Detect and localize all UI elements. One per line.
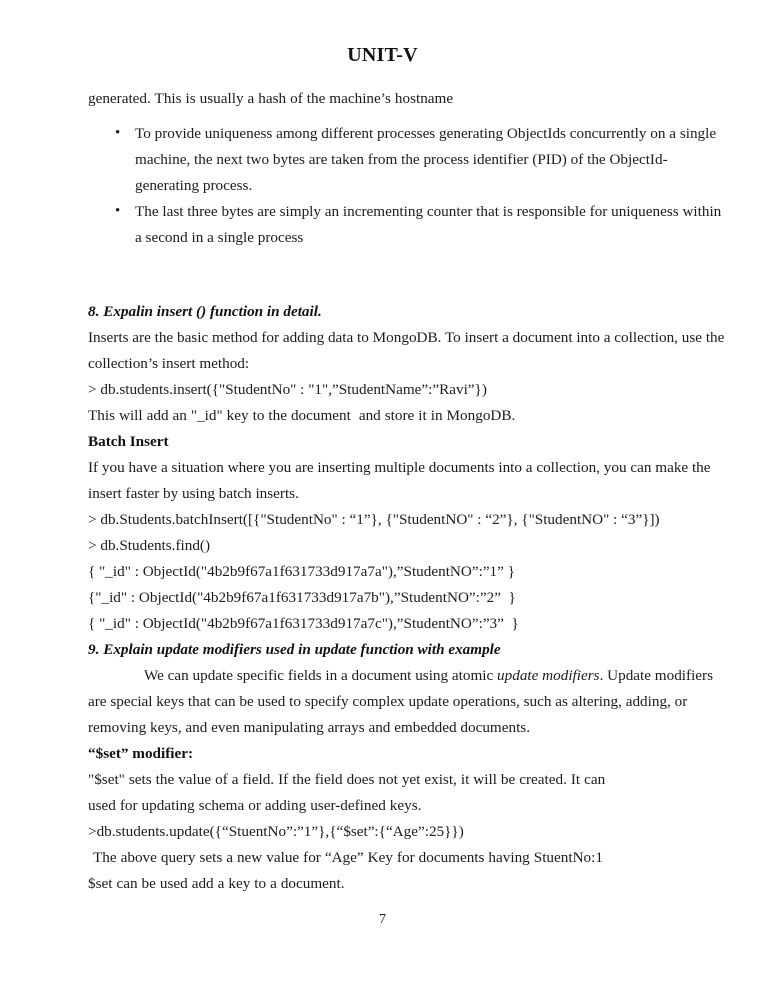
result-row: { "_id" : ObjectId("4b2b9f67a1f631733d917a7a"),”StudentNO”:”1” } bbox=[88, 563, 515, 580]
update-command-note: The above query sets a new value for “Age” Key for documents having StuentNo:1 bbox=[93, 849, 603, 866]
set-modifier-heading: “$set” modifier: bbox=[88, 745, 194, 762]
bullet-list bbox=[88, 121, 728, 251]
batch-insert-paragraph: If you have a situation where you are inserting multiple documents into a collection, you can make the insert faster by using batch inserts. bbox=[88, 459, 711, 502]
question-8-heading: 8. Expalin insert () function in detail. bbox=[88, 303, 322, 320]
set-description-line-2: used for updating schema or adding user-defined keys. bbox=[88, 797, 422, 814]
batch-insert-heading: Batch Insert bbox=[88, 433, 169, 450]
question-9-paragraph bbox=[88, 663, 728, 741]
set-final-note: $set can be used add a key to a document. bbox=[88, 875, 345, 892]
insert-note: This will add an "_id" key to the document and store it in MongoDB. bbox=[88, 407, 516, 424]
list-item: • The last three bytes are simply an incrementing counter that is responsible for uniqueness within a second in a single process bbox=[88, 199, 728, 251]
spacer bbox=[88, 251, 728, 277]
result-row: { "_id" : ObjectId("4b2b9f67a1f631733d917a7c"),”StudentNO”:”3” } bbox=[88, 615, 519, 632]
set-description-line-1: "$set" sets the value of a field. If the field does not yet exist, it will be created. It can bbox=[88, 771, 606, 788]
page-number: 7 bbox=[379, 912, 386, 927]
find-command: > db.Students.find() bbox=[88, 537, 211, 554]
question-9-paragraph-part2: . Update modifiers are special keys that can be used to specify complex update operations, such as altering, adding, or removing keys, and even manipulating arrays and embedded documents. bbox=[88, 667, 714, 736]
list-item: • To provide uniqueness among different processes generating ObjectIds concurrently on a single machine, the next two bytes are taken from the process identifier (PID) of the ObjectId-generating process. bbox=[88, 121, 728, 199]
document-body bbox=[88, 86, 728, 897]
spacer bbox=[88, 277, 728, 299]
question-8-paragraph: Inserts are the basic method for adding data to MongoDB. To insert a document into a collection, use the collection’s insert method: bbox=[88, 329, 725, 372]
question-9-paragraph-part1: We can update specific fields in a document using atomic bbox=[144, 667, 498, 684]
page-title: UNIT-V bbox=[347, 44, 418, 66]
question-9-heading: 9. Explain update modifiers used in update function with example bbox=[88, 641, 501, 658]
update-command: >db.students.update({“StuentNo”:”1”},{“$set”:{“Age”:25}}) bbox=[88, 823, 464, 840]
batch-insert-command: > db.Students.batchInsert([{"StudentNo" : “1”}, {"StudentNO" : “2”}, {"StudentNO" : “3”}]) bbox=[88, 511, 660, 528]
update-modifiers-emphasis: update modifiers bbox=[497, 667, 600, 684]
intro-line: generated. This is usually a hash of the machine’s hostname bbox=[88, 90, 454, 107]
result-row: {"_id" : ObjectId("4b2b9f67a1f631733d917a7b"),”StudentNO”:”2” } bbox=[88, 589, 516, 606]
insert-command: > db.students.insert({"StudentNo" : "1",”StudentName”:”Ravi”}) bbox=[88, 381, 487, 398]
spacer bbox=[88, 112, 728, 121]
